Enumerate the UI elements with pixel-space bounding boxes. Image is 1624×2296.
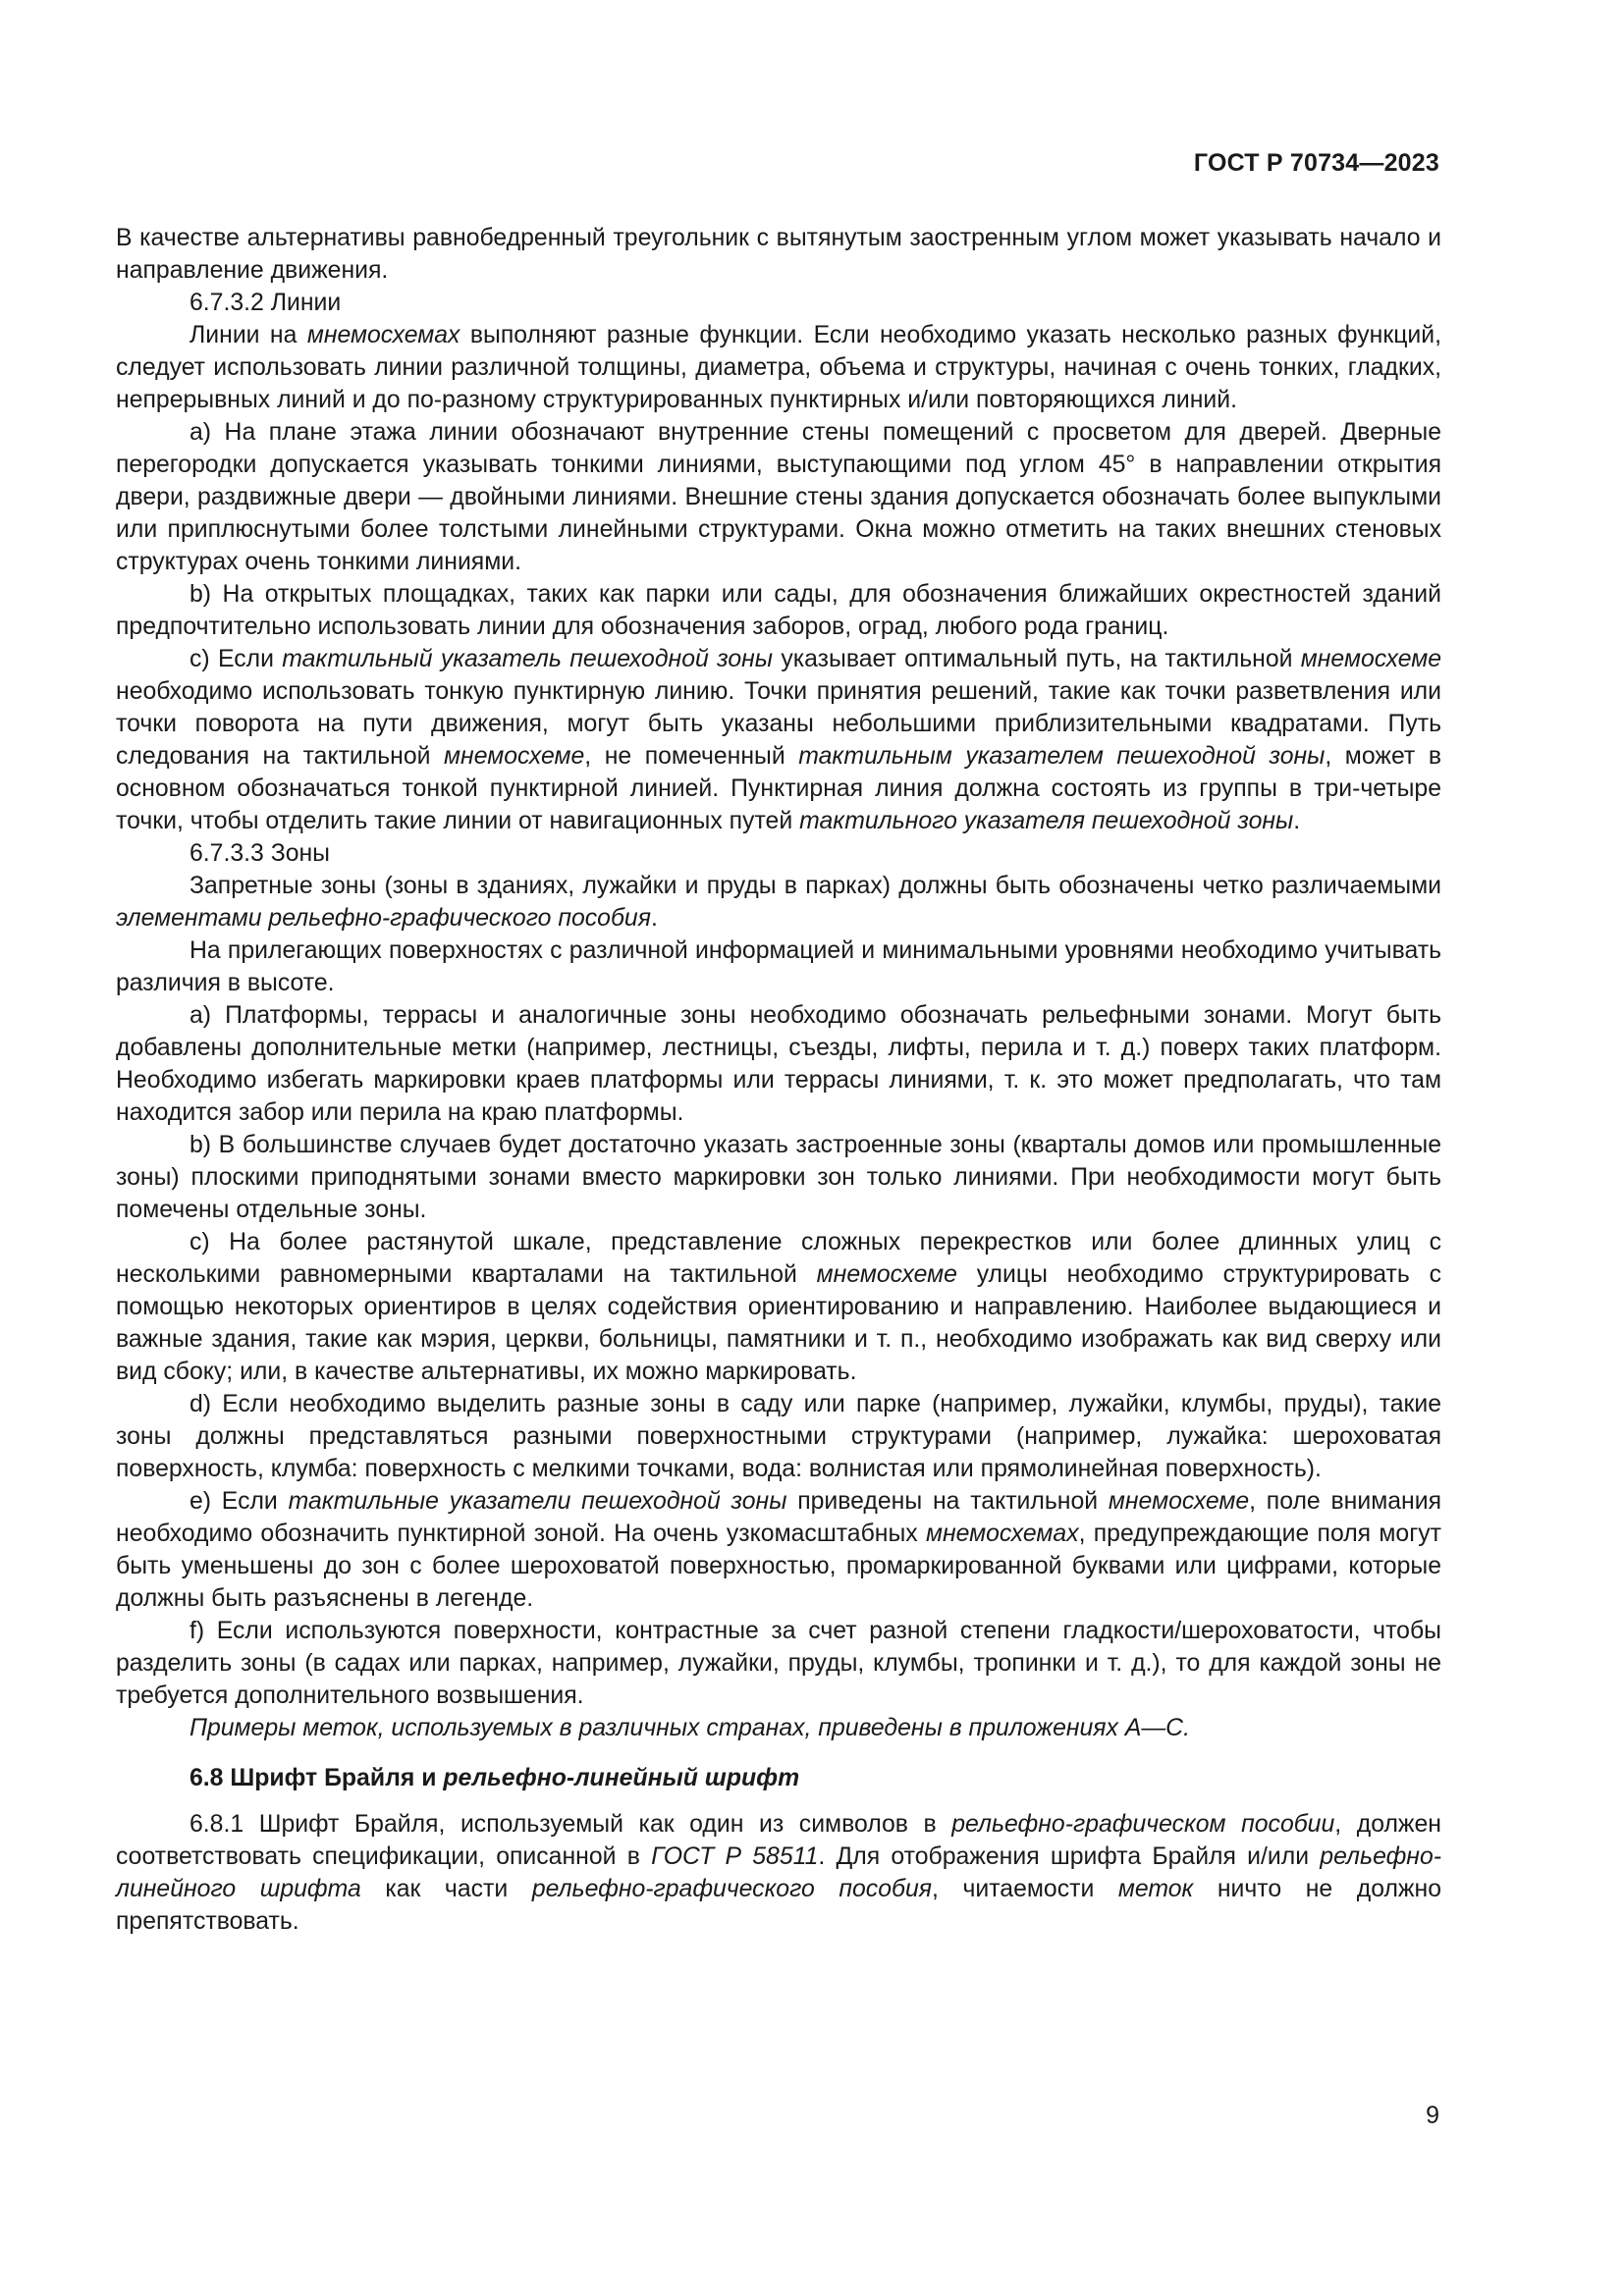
section-heading bbox=[116, 1762, 1441, 1794]
paragraph bbox=[116, 1388, 1441, 1485]
text-run: необходимо использовать тонкую пунктирную линию. Точки принятия решений, такие как точки разветвления или точки поворота на пути движения, могут быть указаны небольшими приблизительными квадратами. Путь следования на тактильной bbox=[116, 678, 1441, 770]
text-run: , не помеченный bbox=[584, 743, 799, 770]
text-run: . Для отображения шрифта Брайля и/или bbox=[818, 1843, 1321, 1870]
paragraph bbox=[116, 999, 1441, 1129]
text-run: a) Платформы, террасы и аналогичные зоны необходимо обозначать рельефными зонами. Могут быть добавлены дополнительные метки (например, лестницы, съезды, лифты, перила и т. д.) поверх таких платформ. Необходимо избегать маркировки краев платформы или террасы линиями, т. к. это может предполагать, что там находится забор или перила на краю платформы. bbox=[116, 1002, 1441, 1126]
paragraph bbox=[116, 416, 1441, 578]
italic-term: мнемосхеме bbox=[816, 1261, 957, 1288]
text-run: приведены на тактильной bbox=[786, 1488, 1109, 1515]
italic-term: мнемосхеме bbox=[1300, 646, 1442, 672]
paragraph bbox=[116, 870, 1441, 934]
document-header: ГОСТ Р 70734—2023 bbox=[1193, 149, 1439, 177]
text-run: выполняют разные функции. Если необходимо указать несколько разных функций, следует использовать линии различной толщины, диаметра, объема и структуры, начиная с очень тонких, гладких, непрерывных линий и до по-разному структурированных пунктирных и/или повторяющихся линий. bbox=[116, 322, 1441, 413]
text-run: b) В большинстве случаев будет достаточно указать застроенные зоны (кварталы домов или промышленные зоны) плоскими приподнятыми зонами вместо маркировки зон только линиями. При необходимости могут быть помечены отдельные зоны. bbox=[116, 1132, 1441, 1223]
text-run: 6.7.3.3 Зоны bbox=[189, 840, 331, 867]
italic-term: рельефно-графического пособия bbox=[531, 1876, 932, 1902]
italic-term: рельефно-линейный шрифт bbox=[443, 1765, 800, 1791]
italic-term: рельефно-линейного шрифта bbox=[116, 1843, 1442, 1902]
paragraph bbox=[116, 578, 1441, 643]
text-run: На прилегающих поверхностях с различной информацией и минимальными уровнями необходимо учитывать различия в высоте. bbox=[116, 937, 1441, 996]
text-run: f) Если используются поверхности, контрастные за счет разной степени гладкости/шероховатости, чтобы разделить зоны (в садах или парках, например, лужайки, пруды, клумбы, тропинки и т. д.), то для каждой зоны не требуется дополнительного возвышения. bbox=[116, 1618, 1441, 1709]
paragraph bbox=[116, 934, 1441, 999]
text-run: 6.8 Шрифт Брайля и bbox=[189, 1765, 444, 1791]
italic-term: ГОСТ Р 58511 bbox=[651, 1843, 819, 1870]
italic-term: тактильные указатели пешеходной зоны bbox=[288, 1488, 787, 1515]
text-run: В качестве альтернативы равнобедренный треугольник с вытянутым заостренным углом может указывать начало и направление движения. bbox=[116, 225, 1441, 284]
page-number: 9 bbox=[1426, 2102, 1439, 2129]
text-run: b) На открытых площадках, таких как парки или сады, для обозначения ближайших окрестностей зданий предпочтительно использовать линии для обозначения заборов, оград, любого рода границ. bbox=[116, 581, 1441, 640]
paragraph bbox=[116, 643, 1441, 837]
paragraph bbox=[116, 1129, 1441, 1226]
paragraph bbox=[116, 837, 1441, 870]
paragraph bbox=[116, 1712, 1441, 1744]
italic-term: мнемосхемах bbox=[925, 1521, 1079, 1547]
text-run: улицы необходимо структурировать с помощью некоторых ориентиров в целях содействия ориентированию и направлению. Наиболее выдающиеся и важные здания, такие как мэрия, церкви, больницы, памятники и т. п., необходимо изображать как вид сверху или вид сбоку; или, в качестве альтернативы, их можно маркировать. bbox=[116, 1261, 1442, 1385]
paragraph bbox=[116, 319, 1441, 416]
text-run: , читаемости bbox=[932, 1876, 1118, 1902]
text-run: ничто не должно препятствовать. bbox=[116, 1876, 1442, 1935]
italic-term: мнемосхемах bbox=[306, 322, 460, 348]
paragraph bbox=[116, 1615, 1441, 1712]
paragraph bbox=[116, 1808, 1441, 1938]
text-run: как части bbox=[360, 1876, 532, 1902]
text-run: c) На более растянутой шкале, представление сложных перекрестков или более длинных улиц с несколькими равномерными кварталами на тактильной bbox=[116, 1229, 1441, 1288]
text-run: Запретные зоны (зоны в зданиях, лужайки и пруды в парках) должны быть обозначены четко различаемыми bbox=[189, 873, 1441, 899]
text-run: Линии на bbox=[189, 322, 307, 348]
text-run: , поле внимания необходимо обозначить пунктирной зоной. На очень узкомасштабных bbox=[116, 1488, 1442, 1547]
italic-term: тактильный указатель пешеходной зоны bbox=[282, 646, 774, 672]
paragraph bbox=[116, 222, 1441, 287]
italic-term: мнемосхеме bbox=[1108, 1488, 1250, 1515]
italic-term: тактильного указателя пешеходной зоны bbox=[799, 808, 1294, 834]
paragraph bbox=[116, 1485, 1441, 1615]
italic-term: мнемосхеме bbox=[444, 743, 585, 770]
italic-term: тактильным указателем пешеходной зоны bbox=[798, 743, 1326, 770]
document-body bbox=[116, 222, 1441, 1938]
italic-term: рельефно-графическом пособии bbox=[951, 1811, 1335, 1838]
italic-term: элементами рельефно-графического пособия bbox=[116, 905, 651, 932]
text-run: указывает оптимальный путь, на тактильной bbox=[773, 646, 1301, 672]
text-run: . bbox=[650, 905, 658, 932]
text-run: , может в основном обозначаться тонкой пунктирной линией. Пунктирная линия должна состоять из группы в три-четыре точки, чтобы отделить такие линии от навигационных путей bbox=[116, 743, 1441, 834]
italic-term: Примеры меток, используемых в различных странах, приведены в приложениях А—С. bbox=[189, 1715, 1190, 1741]
text-run: , должен соответствовать спецификации, описанной в bbox=[116, 1811, 1441, 1870]
text-run: d) Если необходимо выделить разные зоны в саду или парке (например, лужайки, клумбы, пруды), такие зоны должны представляться разными поверхностными структурами (например, лужайка: шероховатая поверхность, клумба: поверхность с мелкими точками, вода: волнистая или прямолинейная поверхность). bbox=[116, 1391, 1441, 1482]
text-run: a) На плане этажа линии обозначают внутренние стены помещений с просветом для дверей. Дверные перегородки допускается указывать тонкими линиями, выступающими под углом 45° в направлении открытия двери, раздвижные двери — двойными линиями. Внешние стены здания допускается обозначать более выпуклыми или приплюснутыми более толстыми линейными структурами. Окна можно отметить на таких внешних стеновых структурах очень тонкими линиями. bbox=[116, 419, 1441, 575]
text-run: 6.7.3.2 Линии bbox=[189, 290, 342, 316]
paragraph bbox=[116, 1226, 1441, 1388]
text-run: 6.8.1 Шрифт Брайля, используемый как один из символов в bbox=[189, 1811, 952, 1838]
text-run: c) Если bbox=[189, 646, 283, 672]
text-run: , предупреждающие поля могут быть уменьшены до зон с более шероховатой поверхностью, промаркированной буквами или цифрами, которые должны быть разъяснены в легенде. bbox=[116, 1521, 1441, 1612]
paragraph bbox=[116, 287, 1441, 319]
text-run: . bbox=[1293, 808, 1301, 834]
italic-term: меток bbox=[1117, 1876, 1194, 1902]
text-run: e) Если bbox=[189, 1488, 289, 1515]
